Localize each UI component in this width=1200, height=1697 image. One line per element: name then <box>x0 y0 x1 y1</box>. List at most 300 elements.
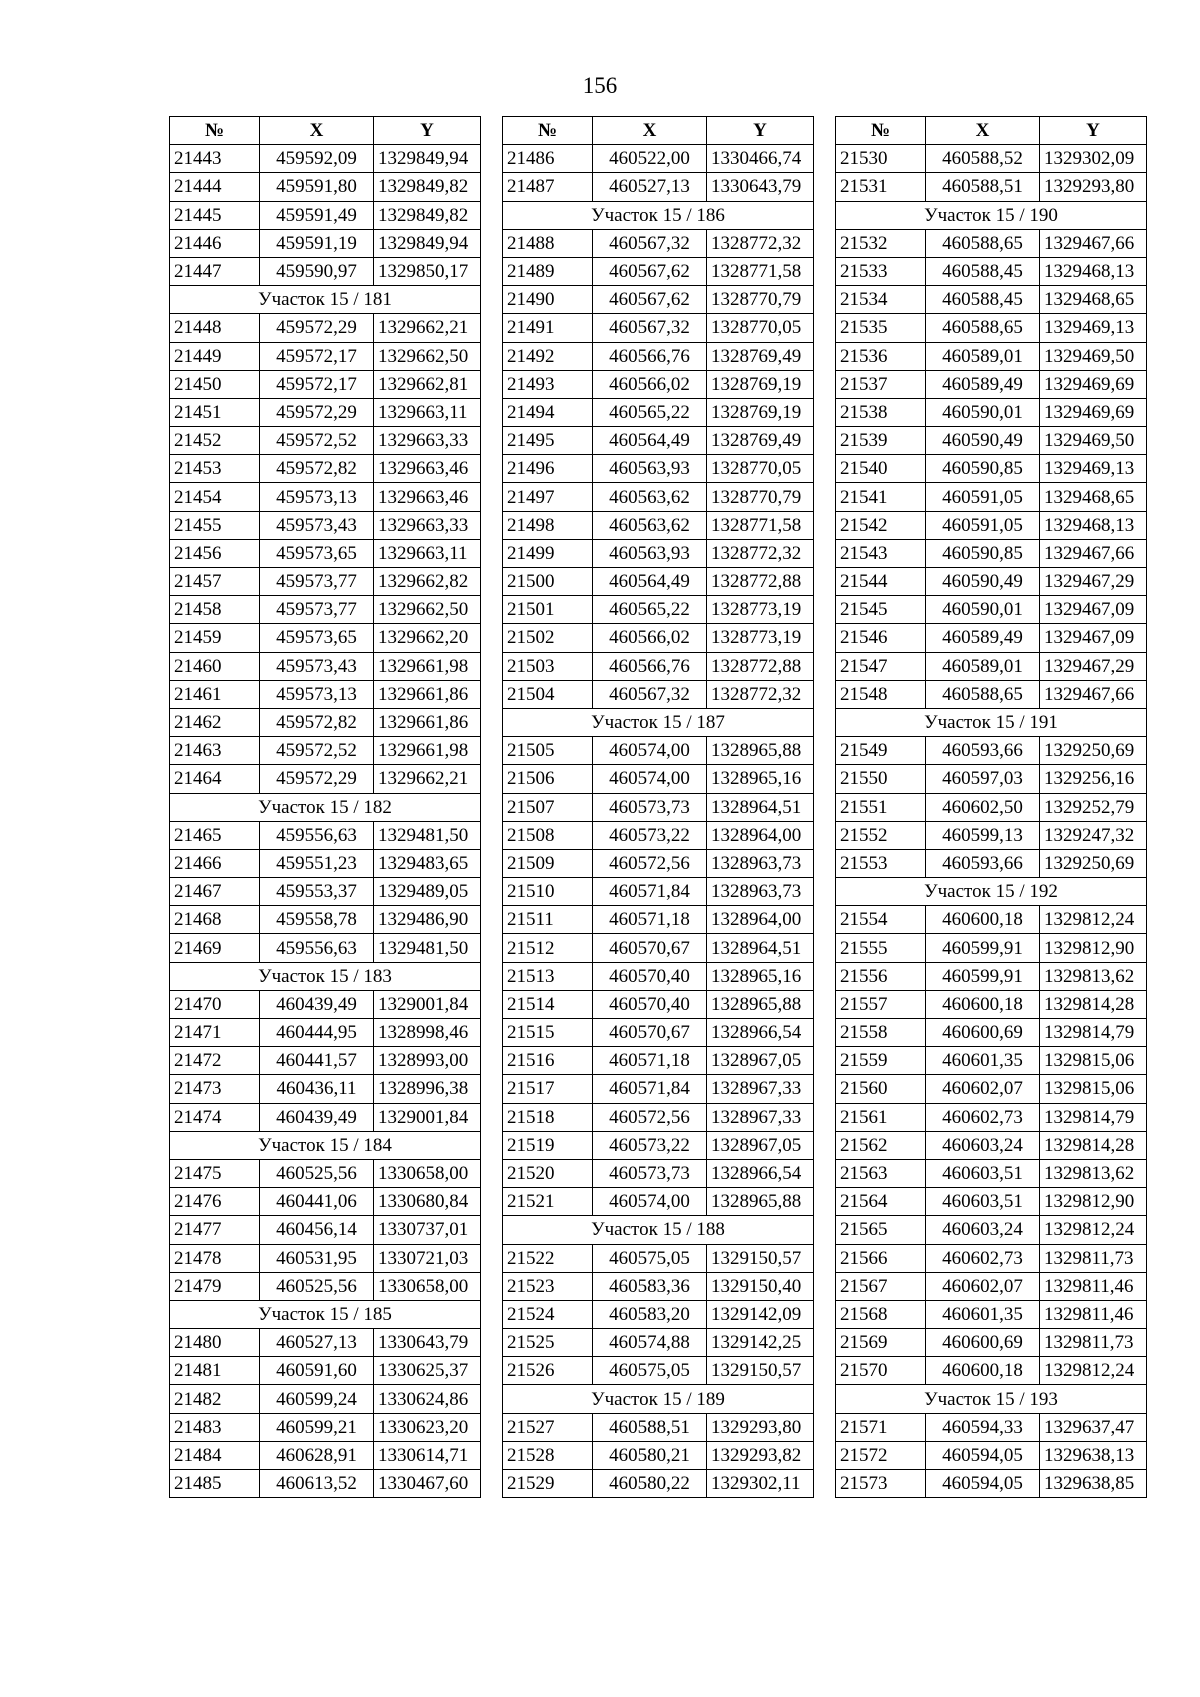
table-row <box>503 737 814 765</box>
section-heading: Участок 15 / 183 <box>170 962 481 990</box>
table-row <box>503 596 814 624</box>
table-row <box>170 1188 481 1216</box>
point-number-cell: 21464 <box>170 765 260 793</box>
point-number-cell: 21490 <box>503 286 593 314</box>
x-coordinate-cell: 459551,23 <box>260 849 374 877</box>
table-row <box>836 173 1147 201</box>
x-coordinate-cell: 460566,02 <box>593 370 707 398</box>
x-coordinate-cell: 460567,32 <box>593 229 707 257</box>
x-coordinate-cell: 460613,52 <box>260 1470 374 1498</box>
table-row <box>503 539 814 567</box>
x-coordinate-cell: 460589,49 <box>926 624 1040 652</box>
table-row <box>503 1441 814 1469</box>
y-coordinate-cell: 1330721,03 <box>374 1244 481 1272</box>
point-number-cell: 21567 <box>836 1272 926 1300</box>
table-row <box>836 821 1147 849</box>
y-coordinate-cell: 1330467,60 <box>374 1470 481 1498</box>
table-row <box>170 483 481 511</box>
y-coordinate-cell: 1328770,79 <box>707 286 814 314</box>
table-row <box>503 962 814 990</box>
point-number-cell: 21553 <box>836 849 926 877</box>
header-number: № <box>836 117 926 145</box>
header-row <box>836 117 1147 145</box>
point-number-cell: 21535 <box>836 314 926 342</box>
y-coordinate-cell: 1329468,65 <box>1040 286 1147 314</box>
x-coordinate-cell: 460589,01 <box>926 342 1040 370</box>
point-number-cell: 21548 <box>836 680 926 708</box>
x-coordinate-cell: 460575,05 <box>593 1357 707 1385</box>
table-row <box>503 1470 814 1498</box>
y-coordinate-cell: 1329662,20 <box>374 624 481 652</box>
table-row <box>503 1075 814 1103</box>
point-number-cell: 21549 <box>836 737 926 765</box>
y-coordinate-cell: 1329293,82 <box>707 1441 814 1469</box>
y-coordinate-cell: 1328769,19 <box>707 370 814 398</box>
point-number-cell: 21569 <box>836 1329 926 1357</box>
point-number-cell: 21565 <box>836 1216 926 1244</box>
x-coordinate-cell: 460570,67 <box>593 934 707 962</box>
x-coordinate-cell: 460525,56 <box>260 1159 374 1187</box>
point-number-cell: 21530 <box>836 145 926 173</box>
y-coordinate-cell: 1329812,24 <box>1040 1216 1147 1244</box>
y-coordinate-cell: 1329812,24 <box>1040 906 1147 934</box>
x-coordinate-cell: 460594,05 <box>926 1441 1040 1469</box>
x-coordinate-cell: 459591,80 <box>260 173 374 201</box>
point-number-cell: 21497 <box>503 483 593 511</box>
table-row <box>170 1047 481 1075</box>
x-coordinate-cell: 460574,00 <box>593 737 707 765</box>
point-number-cell: 21525 <box>503 1329 593 1357</box>
table-row <box>503 1188 814 1216</box>
x-coordinate-cell: 460589,49 <box>926 370 1040 398</box>
y-coordinate-cell: 1328770,05 <box>707 455 814 483</box>
x-coordinate-cell: 459553,37 <box>260 878 374 906</box>
point-number-cell: 21558 <box>836 1019 926 1047</box>
y-coordinate-cell: 1328966,54 <box>707 1019 814 1047</box>
y-coordinate-cell: 1329467,66 <box>1040 680 1147 708</box>
x-coordinate-cell: 460564,49 <box>593 427 707 455</box>
y-coordinate-cell: 1329811,46 <box>1040 1300 1147 1328</box>
section-heading: Участок 15 / 184 <box>170 1131 481 1159</box>
table-row <box>836 1357 1147 1385</box>
point-number-cell: 21500 <box>503 568 593 596</box>
table-row <box>836 314 1147 342</box>
point-number-cell: 21486 <box>503 145 593 173</box>
table-row <box>170 1441 481 1469</box>
table-row <box>503 145 814 173</box>
y-coordinate-cell: 1329661,98 <box>374 652 481 680</box>
table-row <box>503 793 814 821</box>
point-number-cell: 21562 <box>836 1131 926 1159</box>
table-row <box>170 737 481 765</box>
section-heading: Участок 15 / 190 <box>836 201 1147 229</box>
y-coordinate-cell: 1329302,09 <box>1040 145 1147 173</box>
table-row <box>170 511 481 539</box>
y-coordinate-cell: 1329293,80 <box>707 1413 814 1441</box>
table-row <box>836 342 1147 370</box>
section-row <box>170 793 481 821</box>
table-row <box>836 596 1147 624</box>
point-number-cell: 21515 <box>503 1019 593 1047</box>
y-coordinate-cell: 1329637,47 <box>1040 1413 1147 1441</box>
x-coordinate-cell: 460580,21 <box>593 1441 707 1469</box>
x-coordinate-cell: 460583,20 <box>593 1300 707 1328</box>
y-coordinate-cell: 1329812,24 <box>1040 1357 1147 1385</box>
x-coordinate-cell: 460602,73 <box>926 1103 1040 1131</box>
table-row <box>170 1075 481 1103</box>
point-number-cell: 21521 <box>503 1188 593 1216</box>
point-number-cell: 21462 <box>170 708 260 736</box>
table-row <box>170 539 481 567</box>
section-heading: Участок 15 / 181 <box>170 286 481 314</box>
table-row <box>836 793 1147 821</box>
x-coordinate-cell: 460563,93 <box>593 539 707 567</box>
header-y: Y <box>374 117 481 145</box>
x-coordinate-cell: 460601,35 <box>926 1047 1040 1075</box>
table-row <box>836 1413 1147 1441</box>
point-number-cell: 21466 <box>170 849 260 877</box>
y-coordinate-cell: 1329663,11 <box>374 539 481 567</box>
x-coordinate-cell: 459572,52 <box>260 737 374 765</box>
x-coordinate-cell: 460601,35 <box>926 1300 1040 1328</box>
x-coordinate-cell: 460436,11 <box>260 1075 374 1103</box>
y-coordinate-cell: 1330658,00 <box>374 1159 481 1187</box>
point-number-cell: 21545 <box>836 596 926 624</box>
y-coordinate-cell: 1329849,94 <box>374 229 481 257</box>
x-coordinate-cell: 459572,29 <box>260 398 374 426</box>
y-coordinate-cell: 1329467,09 <box>1040 624 1147 652</box>
y-coordinate-cell: 1328772,32 <box>707 680 814 708</box>
y-coordinate-cell: 1329815,06 <box>1040 1047 1147 1075</box>
x-coordinate-cell: 460588,65 <box>926 229 1040 257</box>
point-number-cell: 21475 <box>170 1159 260 1187</box>
y-coordinate-cell: 1328996,38 <box>374 1075 481 1103</box>
x-coordinate-cell: 459573,65 <box>260 624 374 652</box>
section-heading: Участок 15 / 182 <box>170 793 481 821</box>
table-row <box>503 568 814 596</box>
y-coordinate-cell: 1329469,13 <box>1040 314 1147 342</box>
point-number-cell: 21488 <box>503 229 593 257</box>
y-coordinate-cell: 1329150,57 <box>707 1244 814 1272</box>
point-number-cell: 21473 <box>170 1075 260 1103</box>
x-coordinate-cell: 460563,93 <box>593 455 707 483</box>
page-number: 156 <box>582 73 618 98</box>
header-y: Y <box>1040 117 1147 145</box>
point-number-cell: 21501 <box>503 596 593 624</box>
point-number-cell: 21508 <box>503 821 593 849</box>
table-row <box>836 962 1147 990</box>
point-number-cell: 21493 <box>503 370 593 398</box>
section-row <box>836 878 1147 906</box>
section-heading: Участок 15 / 188 <box>503 1216 814 1244</box>
point-number-cell: 21527 <box>503 1413 593 1441</box>
section-heading: Участок 15 / 187 <box>503 708 814 736</box>
point-number-cell: 21463 <box>170 737 260 765</box>
point-number-cell: 21541 <box>836 483 926 511</box>
point-number-cell: 21492 <box>503 342 593 370</box>
x-coordinate-cell: 460565,22 <box>593 596 707 624</box>
y-coordinate-cell: 1329469,13 <box>1040 455 1147 483</box>
y-coordinate-cell: 1328772,32 <box>707 539 814 567</box>
table-row <box>503 229 814 257</box>
y-coordinate-cell: 1329662,21 <box>374 765 481 793</box>
table-row <box>503 455 814 483</box>
table-row <box>836 680 1147 708</box>
y-coordinate-cell: 1329001,84 <box>374 990 481 1018</box>
y-coordinate-cell: 1328965,16 <box>707 765 814 793</box>
y-coordinate-cell: 1329663,11 <box>374 398 481 426</box>
y-coordinate-cell: 1329302,11 <box>707 1470 814 1498</box>
x-coordinate-cell: 460567,32 <box>593 314 707 342</box>
point-number-cell: 21533 <box>836 257 926 285</box>
table-row <box>836 1047 1147 1075</box>
y-coordinate-cell: 1328965,88 <box>707 990 814 1018</box>
point-number-cell: 21495 <box>503 427 593 455</box>
x-coordinate-cell: 460600,18 <box>926 990 1040 1018</box>
x-coordinate-cell: 460583,36 <box>593 1272 707 1300</box>
y-coordinate-cell: 1328769,49 <box>707 427 814 455</box>
x-coordinate-cell: 459556,63 <box>260 821 374 849</box>
y-coordinate-cell: 1329467,29 <box>1040 652 1147 680</box>
table-row <box>170 1272 481 1300</box>
y-coordinate-cell: 1329252,79 <box>1040 793 1147 821</box>
y-coordinate-cell: 1329849,94 <box>374 145 481 173</box>
y-coordinate-cell: 1330466,74 <box>707 145 814 173</box>
x-coordinate-cell: 460441,06 <box>260 1188 374 1216</box>
y-coordinate-cell: 1329814,79 <box>1040 1103 1147 1131</box>
table-row <box>170 1019 481 1047</box>
x-coordinate-cell: 460603,51 <box>926 1188 1040 1216</box>
x-coordinate-cell: 460590,49 <box>926 568 1040 596</box>
x-coordinate-cell: 459572,82 <box>260 708 374 736</box>
x-coordinate-cell: 460588,65 <box>926 680 1040 708</box>
table-row <box>836 398 1147 426</box>
x-coordinate-cell: 460439,49 <box>260 1103 374 1131</box>
point-number-cell: 21566 <box>836 1244 926 1272</box>
y-coordinate-cell: 1329812,90 <box>1040 1188 1147 1216</box>
x-coordinate-cell: 460589,01 <box>926 652 1040 680</box>
point-number-cell: 21450 <box>170 370 260 398</box>
point-number-cell: 21443 <box>170 145 260 173</box>
point-number-cell: 21456 <box>170 539 260 567</box>
table-row <box>836 257 1147 285</box>
y-coordinate-cell: 1329849,82 <box>374 173 481 201</box>
section-row <box>836 708 1147 736</box>
table-row <box>503 173 814 201</box>
y-coordinate-cell: 1329663,33 <box>374 427 481 455</box>
header-y: Y <box>707 117 814 145</box>
section-row <box>170 1300 481 1328</box>
table-row <box>170 878 481 906</box>
table-row <box>503 878 814 906</box>
section-row <box>836 1385 1147 1413</box>
point-number-cell: 21503 <box>503 652 593 680</box>
x-coordinate-cell: 460563,62 <box>593 511 707 539</box>
x-coordinate-cell: 459573,65 <box>260 539 374 567</box>
table-row <box>836 1441 1147 1469</box>
x-coordinate-cell: 460599,21 <box>260 1413 374 1441</box>
x-coordinate-cell: 460527,13 <box>260 1329 374 1357</box>
point-number-cell: 21489 <box>503 257 593 285</box>
y-coordinate-cell: 1330643,79 <box>374 1329 481 1357</box>
point-number-cell: 21532 <box>836 229 926 257</box>
y-coordinate-cell: 1329638,85 <box>1040 1470 1147 1498</box>
table-row <box>836 1075 1147 1103</box>
x-coordinate-cell: 459572,17 <box>260 342 374 370</box>
x-coordinate-cell: 460600,69 <box>926 1329 1040 1357</box>
x-coordinate-cell: 460572,56 <box>593 849 707 877</box>
x-coordinate-cell: 459590,97 <box>260 257 374 285</box>
point-number-cell: 21520 <box>503 1159 593 1187</box>
x-coordinate-cell: 459558,78 <box>260 906 374 934</box>
table-row <box>170 1329 481 1357</box>
point-number-cell: 21544 <box>836 568 926 596</box>
x-coordinate-cell: 459591,19 <box>260 229 374 257</box>
section-row <box>503 708 814 736</box>
table-row <box>503 1272 814 1300</box>
y-coordinate-cell: 1330643,79 <box>707 173 814 201</box>
y-coordinate-cell: 1330623,20 <box>374 1413 481 1441</box>
y-coordinate-cell: 1329661,86 <box>374 708 481 736</box>
table-row <box>503 680 814 708</box>
table-row <box>503 1131 814 1159</box>
header-x: X <box>260 117 374 145</box>
y-coordinate-cell: 1329814,79 <box>1040 1019 1147 1047</box>
x-coordinate-cell: 460566,76 <box>593 342 707 370</box>
x-coordinate-cell: 460599,91 <box>926 962 1040 990</box>
y-coordinate-cell: 1328773,19 <box>707 624 814 652</box>
point-number-cell: 21514 <box>503 990 593 1018</box>
point-number-cell: 21471 <box>170 1019 260 1047</box>
y-coordinate-cell: 1328966,54 <box>707 1159 814 1187</box>
y-coordinate-cell: 1328770,79 <box>707 483 814 511</box>
header-number: № <box>503 117 593 145</box>
x-coordinate-cell: 460588,45 <box>926 257 1040 285</box>
table-row <box>836 370 1147 398</box>
table-row <box>836 483 1147 511</box>
table-row <box>836 427 1147 455</box>
table-row <box>836 849 1147 877</box>
table-row <box>170 596 481 624</box>
x-coordinate-cell: 460571,84 <box>593 1075 707 1103</box>
x-coordinate-cell: 459573,77 <box>260 568 374 596</box>
table-row <box>503 652 814 680</box>
x-coordinate-cell: 460570,40 <box>593 990 707 1018</box>
y-coordinate-cell: 1329247,32 <box>1040 821 1147 849</box>
y-coordinate-cell: 1330624,86 <box>374 1385 481 1413</box>
x-coordinate-cell: 460590,85 <box>926 455 1040 483</box>
point-number-cell: 21542 <box>836 511 926 539</box>
y-coordinate-cell: 1328771,58 <box>707 257 814 285</box>
x-coordinate-cell: 460588,52 <box>926 145 1040 173</box>
point-number-cell: 21540 <box>836 455 926 483</box>
table-row <box>503 1357 814 1385</box>
x-coordinate-cell: 460566,02 <box>593 624 707 652</box>
x-coordinate-cell: 460599,91 <box>926 934 1040 962</box>
point-number-cell: 21451 <box>170 398 260 426</box>
x-coordinate-cell: 460603,24 <box>926 1131 1040 1159</box>
table-row <box>503 257 814 285</box>
point-number-cell: 21457 <box>170 568 260 596</box>
table-row <box>836 568 1147 596</box>
table-row <box>170 427 481 455</box>
point-number-cell: 21519 <box>503 1131 593 1159</box>
x-coordinate-cell: 460590,49 <box>926 427 1040 455</box>
y-coordinate-cell: 1329467,66 <box>1040 229 1147 257</box>
y-coordinate-cell: 1329850,17 <box>374 257 481 285</box>
y-coordinate-cell: 1329469,69 <box>1040 398 1147 426</box>
point-number-cell: 21494 <box>503 398 593 426</box>
table-row <box>503 342 814 370</box>
y-coordinate-cell: 1328964,51 <box>707 934 814 962</box>
x-coordinate-cell: 460572,56 <box>593 1103 707 1131</box>
x-coordinate-cell: 460527,13 <box>593 173 707 201</box>
section-heading: Участок 15 / 186 <box>503 201 814 229</box>
point-number-cell: 21526 <box>503 1357 593 1385</box>
point-number-cell: 21568 <box>836 1300 926 1328</box>
table-row <box>170 398 481 426</box>
table-row <box>503 934 814 962</box>
table-row <box>170 1103 481 1131</box>
point-number-cell: 21454 <box>170 483 260 511</box>
point-number-cell: 21446 <box>170 229 260 257</box>
point-number-cell: 21461 <box>170 680 260 708</box>
point-number-cell: 21523 <box>503 1272 593 1300</box>
x-coordinate-cell: 460602,73 <box>926 1244 1040 1272</box>
table-row <box>503 990 814 1018</box>
point-number-cell: 21513 <box>503 962 593 990</box>
point-number-cell: 21472 <box>170 1047 260 1075</box>
y-coordinate-cell: 1329142,09 <box>707 1300 814 1328</box>
x-coordinate-cell: 460602,07 <box>926 1272 1040 1300</box>
table-row <box>170 1470 481 1498</box>
x-coordinate-cell: 460531,95 <box>260 1244 374 1272</box>
point-number-cell: 21498 <box>503 511 593 539</box>
table-row <box>836 1131 1147 1159</box>
x-coordinate-cell: 460588,65 <box>926 314 1040 342</box>
y-coordinate-cell: 1328963,73 <box>707 878 814 906</box>
table-row <box>836 1216 1147 1244</box>
table-row <box>170 342 481 370</box>
y-coordinate-cell: 1329483,65 <box>374 849 481 877</box>
table-row <box>170 455 481 483</box>
point-number-cell: 21449 <box>170 342 260 370</box>
point-number-cell: 21552 <box>836 821 926 849</box>
point-number-cell: 21564 <box>836 1188 926 1216</box>
table-row <box>170 173 481 201</box>
x-coordinate-cell: 459573,77 <box>260 596 374 624</box>
y-coordinate-cell: 1328769,19 <box>707 398 814 426</box>
point-number-cell: 21477 <box>170 1216 260 1244</box>
point-number-cell: 21546 <box>836 624 926 652</box>
header-row <box>503 117 814 145</box>
y-coordinate-cell: 1330614,71 <box>374 1441 481 1469</box>
table-row <box>170 680 481 708</box>
table-row <box>503 511 814 539</box>
x-coordinate-cell: 460573,22 <box>593 821 707 849</box>
point-number-cell: 21507 <box>503 793 593 821</box>
y-coordinate-cell: 1329481,50 <box>374 934 481 962</box>
y-coordinate-cell: 1328771,58 <box>707 511 814 539</box>
coordinates-table-right <box>835 116 1147 1498</box>
y-coordinate-cell: 1328964,51 <box>707 793 814 821</box>
table-row <box>836 511 1147 539</box>
x-coordinate-cell: 460590,01 <box>926 398 1040 426</box>
point-number-cell: 21528 <box>503 1441 593 1469</box>
y-coordinate-cell: 1329663,46 <box>374 455 481 483</box>
table-row <box>503 398 814 426</box>
y-coordinate-cell: 1329814,28 <box>1040 1131 1147 1159</box>
